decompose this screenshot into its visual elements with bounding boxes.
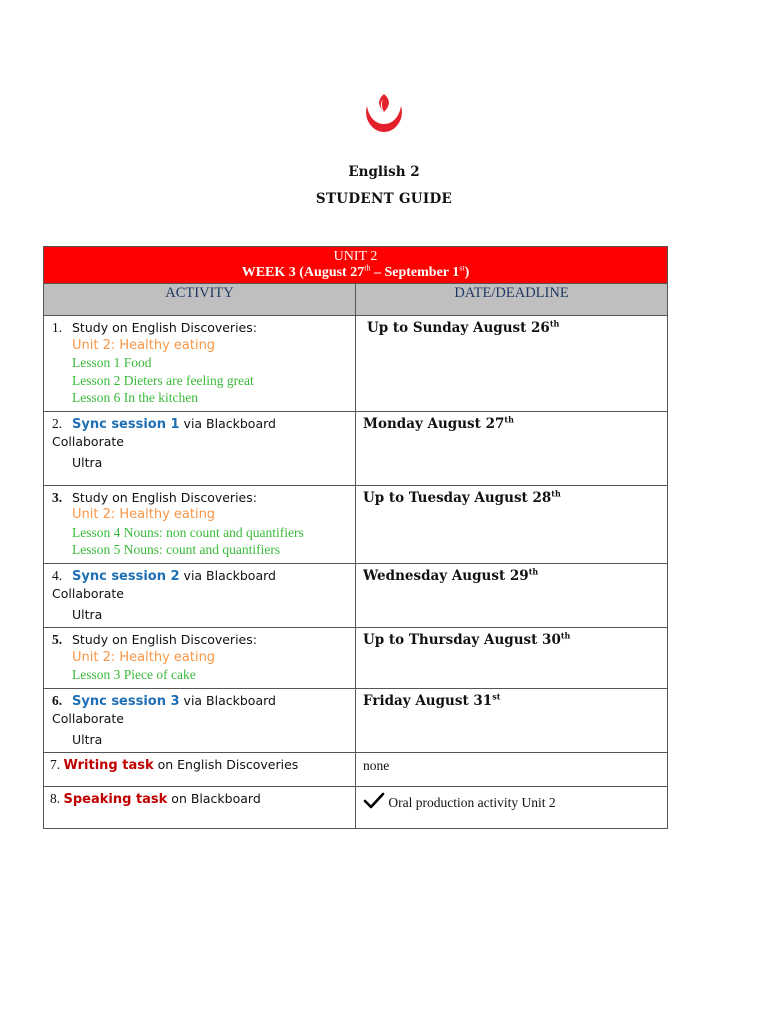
- table-row: [44, 411, 668, 485]
- activity-cell: 7. Writing task on English Discoveries: [44, 753, 356, 787]
- activity-cell: 6. Sync session 3 via Blackboard Collaborate Ultra: [44, 688, 356, 753]
- deadline-cell: Friday August 31st: [356, 688, 668, 753]
- deadline-cell: Up to Tuesday August 28th: [356, 485, 668, 563]
- week-label: WEEK 3 (August 27th – September 1st): [241, 263, 470, 280]
- speaking-task-label: Speaking task: [63, 792, 168, 807]
- deadline-cell: Up to Sunday August 26th: [356, 316, 668, 412]
- deadline-cell: Monday August 27th: [356, 411, 668, 485]
- checkmark-icon: [363, 792, 385, 810]
- course-title: English 2: [348, 164, 420, 180]
- table-row: [44, 753, 668, 787]
- deadline-cell: Oral production activity Unit 2: [356, 787, 668, 829]
- university-logo: [361, 90, 407, 136]
- sync-session-label: Sync session 1: [72, 416, 180, 432]
- table-row: [44, 485, 668, 563]
- table-row: [44, 628, 668, 689]
- unit-link: Unit 2: Healthy eating: [72, 507, 216, 522]
- lesson-item: Lesson 3 Piece of cake: [72, 667, 196, 682]
- writing-task-label: Writing task: [63, 758, 154, 773]
- deadline-cell: Up to Thursday August 30th: [356, 628, 668, 689]
- activity-cell: 1. Study on English Discoveries: Unit 2: Healthy eating Lesson 1 Food Lesson 2 Dieters are feeling great Lesson 6 In the kitchen: [44, 316, 356, 412]
- unit-label: UNIT 2: [333, 249, 378, 264]
- schedule-table: [43, 246, 668, 829]
- column-header-date: DATE/DEADLINE: [356, 284, 668, 316]
- lesson-item: Lesson 2 Dieters are feeling great: [72, 372, 254, 388]
- lesson-item: Lesson 6 In the kitchen: [72, 390, 198, 405]
- deadline-cell: none: [356, 753, 668, 787]
- lesson-item: Lesson 4 Nouns: non count and quantifiers: [72, 524, 304, 540]
- unit-link: Unit 2: Healthy eating: [72, 649, 216, 665]
- activity-cell: 4. Sync session 2 via Blackboard Collaborate Ultra: [44, 563, 356, 628]
- lesson-item: Lesson 1 Food: [72, 355, 152, 370]
- table-row: [44, 563, 668, 628]
- activity-cell: 8. Speaking task on Blackboard: [44, 787, 356, 829]
- table-row: [44, 688, 668, 753]
- table-row: [44, 316, 668, 412]
- sync-session-label: Sync session 2: [72, 568, 180, 584]
- unit-link: Unit 2: Healthy eating: [72, 337, 216, 353]
- table-row: [44, 787, 668, 829]
- activity-cell: 5. Study on English Discoveries: Unit 2: Healthy eating Lesson 3 Piece of cake: [44, 628, 356, 689]
- sync-session-label: Sync session 3: [72, 693, 180, 709]
- deadline-cell: Wednesday August 29th: [356, 563, 668, 628]
- lesson-item: Lesson 5 Nouns: count and quantifiers: [72, 542, 281, 557]
- unit-header: [44, 247, 668, 284]
- activity-cell: 3. Study on English Discoveries: Unit 2: Healthy eating Lesson 4 Nouns: non count and quantifiers Lesson 5 Nouns: count and quantifiers: [44, 485, 356, 563]
- column-header-activity: ACTIVITY: [44, 284, 356, 316]
- activity-cell: 2. Sync session 1 via Blackboard Collaborate Ultra: [44, 411, 356, 485]
- guide-title: STUDENT GUIDE: [315, 191, 453, 207]
